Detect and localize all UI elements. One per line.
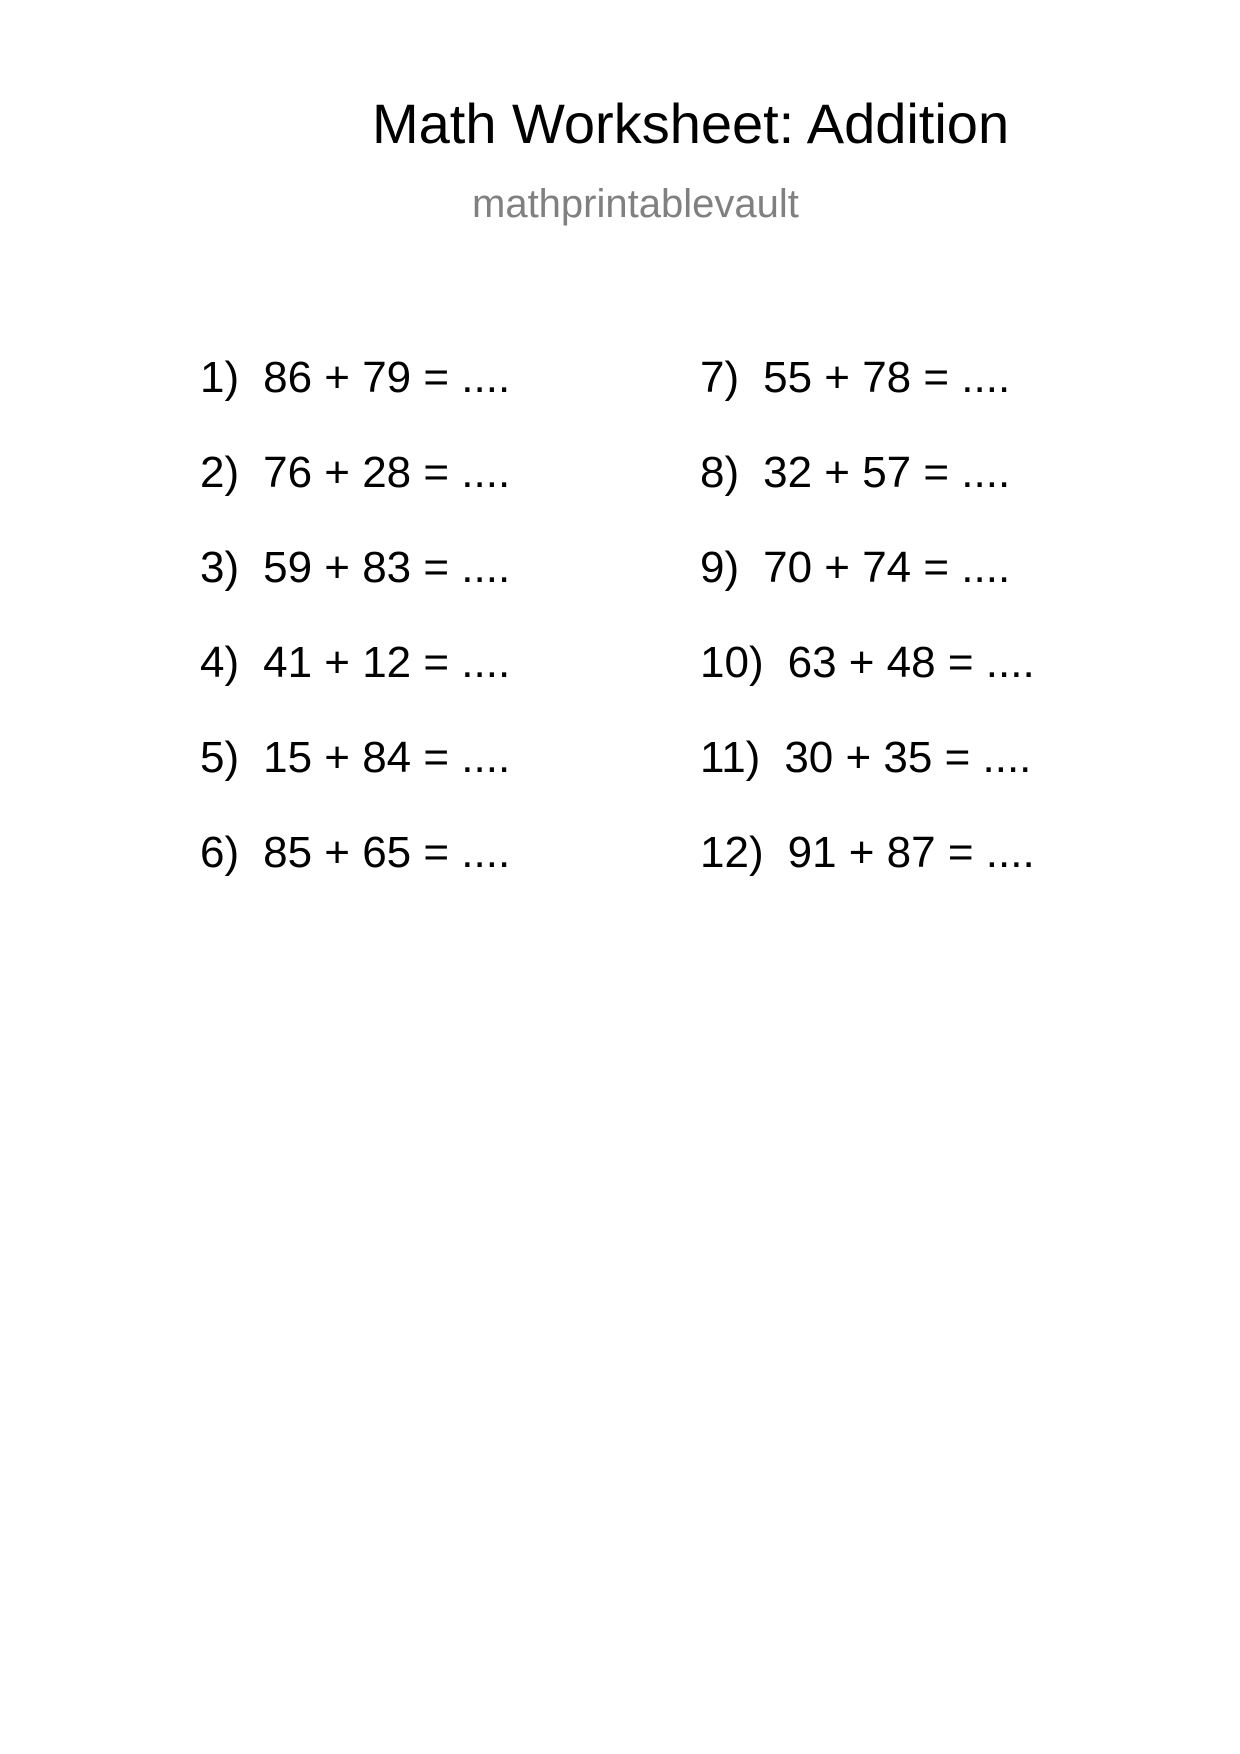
- problem-expression: 70 + 74 = ....: [763, 543, 1011, 592]
- problem-number: 9): [700, 543, 740, 592]
- problem-item: [200, 733, 511, 782]
- problem-item: [700, 353, 1011, 402]
- problem-item: [200, 638, 511, 687]
- problem-expression: 86 + 79 = ....: [263, 353, 511, 402]
- problem-expression: 55 + 78 = ....: [763, 353, 1011, 402]
- problem-expression: 63 + 48 = ....: [787, 638, 1035, 687]
- problem-item: [700, 448, 1011, 497]
- problem-expression: 59 + 83 = ....: [263, 543, 511, 592]
- problem-expression: 30 + 35 = ....: [784, 733, 1032, 782]
- problem-expression: 15 + 84 = ....: [263, 733, 511, 782]
- problem-number: 8): [700, 448, 740, 497]
- problem-item: [700, 638, 1035, 687]
- problem-expression: 32 + 57 = ....: [763, 448, 1011, 497]
- problem-item: [700, 828, 1035, 877]
- problem-number: 4): [200, 638, 240, 687]
- problem-number: 12): [700, 828, 764, 877]
- problem-number: 3): [200, 543, 240, 592]
- page-title: Math Worksheet: Addition: [372, 92, 1010, 155]
- problem-expression: 76 + 28 = ....: [263, 448, 511, 497]
- problem-number: 7): [700, 353, 740, 402]
- problem-number: 2): [200, 448, 240, 497]
- problem-item: [200, 448, 511, 497]
- problem-number: 11): [700, 733, 761, 782]
- problem-number: 6): [200, 828, 240, 877]
- problem-item: [200, 353, 511, 402]
- problem-number: 5): [200, 733, 240, 782]
- page-subtitle: mathprintablevault: [472, 182, 799, 226]
- problem-expression: 41 + 12 = ....: [263, 638, 511, 687]
- problem-item: [200, 828, 511, 877]
- problem-number: 10): [700, 638, 764, 687]
- problem-item: [200, 543, 511, 592]
- problem-number: 1): [200, 353, 240, 402]
- problem-expression: 85 + 65 = ....: [263, 828, 511, 877]
- problem-item: [700, 543, 1011, 592]
- problem-item: [700, 733, 1032, 782]
- problem-expression: 91 + 87 = ....: [787, 828, 1035, 877]
